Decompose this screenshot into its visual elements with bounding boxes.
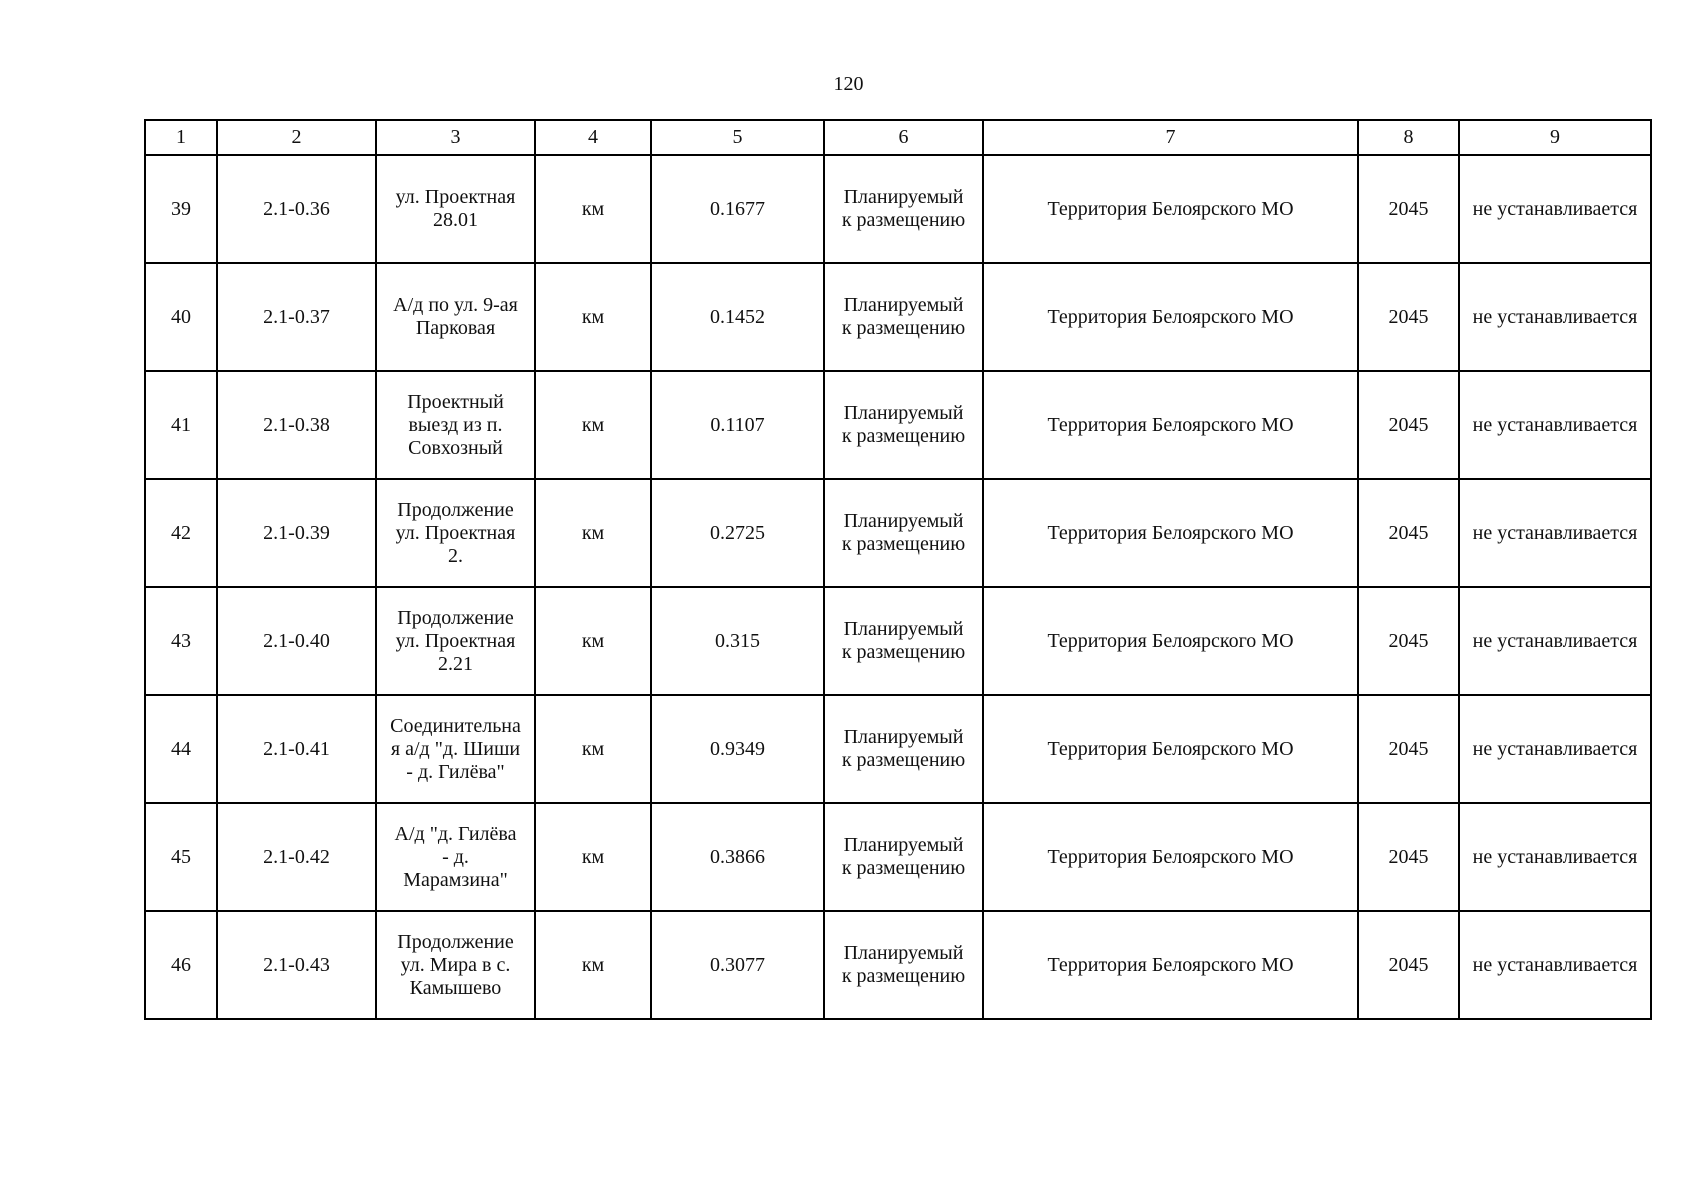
status-cell-text bbox=[842, 834, 965, 880]
cell-line: Марамзина" bbox=[403, 868, 508, 891]
row-number-cell: 44 bbox=[145, 695, 217, 803]
cell-line: Планируемый bbox=[843, 402, 964, 424]
cell-line: к размещению bbox=[841, 209, 966, 231]
header-cell-9: 9 bbox=[1459, 120, 1651, 155]
cell-line: Соединительна bbox=[390, 714, 521, 737]
row-number-cell: 45 bbox=[145, 803, 217, 911]
object-code-cell: 2.1-0.42 bbox=[217, 803, 376, 911]
object-name-cell bbox=[376, 263, 535, 371]
cell-line: А/д по ул. 9-ая bbox=[393, 294, 518, 316]
object-name-cell bbox=[376, 155, 535, 263]
value-cell: 0.2725 bbox=[651, 479, 824, 587]
object-name-cell bbox=[376, 911, 535, 1019]
cell-line: ул. Мира в с. bbox=[400, 953, 511, 976]
header-cell-4: 4 bbox=[535, 120, 651, 155]
header-cell-1: 1 bbox=[145, 120, 217, 155]
year-cell: 2045 bbox=[1358, 587, 1459, 695]
row-number-cell: 43 bbox=[145, 587, 217, 695]
territory-cell: Территория Белоярского МО bbox=[983, 587, 1358, 695]
header-cell-6: 6 bbox=[824, 120, 983, 155]
territory-cell: Территория Белоярского МО bbox=[983, 803, 1358, 911]
page-number: 120 bbox=[833, 73, 864, 95]
status-cell bbox=[824, 155, 983, 263]
value-cell: 0.315 bbox=[651, 587, 824, 695]
object-code-cell: 2.1-0.43 bbox=[217, 911, 376, 1019]
status-cell-text bbox=[842, 186, 965, 232]
status-cell bbox=[824, 803, 983, 911]
cell-line: Камышево bbox=[409, 976, 502, 999]
unit-cell: км bbox=[535, 263, 651, 371]
status-cell-text bbox=[842, 510, 965, 556]
object-code-cell: 2.1-0.39 bbox=[217, 479, 376, 587]
cell-line: Планируемый bbox=[843, 834, 964, 856]
year-cell: 2045 bbox=[1358, 911, 1459, 1019]
header-cell-7: 7 bbox=[983, 120, 1358, 155]
zone-cell: не устанавливается bbox=[1459, 587, 1651, 695]
object-code-cell: 2.1-0.36 bbox=[217, 155, 376, 263]
cell-line: - д. bbox=[442, 845, 469, 868]
cell-line: Продолжение bbox=[397, 606, 514, 629]
unit-cell: км bbox=[535, 911, 651, 1019]
value-cell: 0.3077 bbox=[651, 911, 824, 1019]
cell-line: к размещению bbox=[841, 533, 966, 555]
cell-line: к размещению bbox=[841, 965, 966, 987]
object-code-cell: 2.1-0.40 bbox=[217, 587, 376, 695]
cell-line: к размещению bbox=[841, 425, 966, 447]
object-name-cell bbox=[376, 479, 535, 587]
year-cell: 2045 bbox=[1358, 803, 1459, 911]
table-row bbox=[145, 803, 1651, 911]
object-name-cell-text bbox=[390, 715, 521, 784]
status-cell-text bbox=[842, 402, 965, 448]
table-row bbox=[145, 371, 1651, 479]
object-name-cell bbox=[376, 803, 535, 911]
unit-cell: км bbox=[535, 803, 651, 911]
unit-cell: км bbox=[535, 587, 651, 695]
cell-line: Планируемый bbox=[843, 510, 964, 532]
table-row bbox=[145, 155, 1651, 263]
cell-line: - д. Гилёва" bbox=[406, 760, 505, 783]
object-name-cell-text bbox=[407, 391, 504, 460]
territory-cell: Территория Белоярского МО bbox=[983, 479, 1358, 587]
status-cell bbox=[824, 695, 983, 803]
territory-cell: Территория Белоярского МО bbox=[983, 695, 1358, 803]
status-cell bbox=[824, 371, 983, 479]
cell-line: ул. Проектная bbox=[395, 629, 516, 652]
cell-line: Планируемый bbox=[843, 726, 964, 748]
row-number-cell: 39 bbox=[145, 155, 217, 263]
territory-cell: Территория Белоярского МО bbox=[983, 911, 1358, 1019]
object-name-cell bbox=[376, 587, 535, 695]
object-code-cell: 2.1-0.41 bbox=[217, 695, 376, 803]
row-number-cell: 42 bbox=[145, 479, 217, 587]
cell-line: к размещению bbox=[841, 749, 966, 771]
value-cell: 0.1107 bbox=[651, 371, 824, 479]
zone-cell: не устанавливается bbox=[1459, 155, 1651, 263]
unit-cell: км bbox=[535, 155, 651, 263]
cell-line: Планируемый bbox=[843, 942, 964, 964]
cell-line: 2.21 bbox=[437, 652, 473, 675]
zone-cell: не устанавливается bbox=[1459, 371, 1651, 479]
object-name-cell bbox=[376, 371, 535, 479]
data-table bbox=[144, 119, 1652, 1020]
cell-line: Планируемый bbox=[843, 294, 964, 316]
value-cell: 0.9349 bbox=[651, 695, 824, 803]
cell-line: я а/д "д. Шиши bbox=[390, 737, 521, 760]
status-cell-text bbox=[842, 294, 965, 340]
cell-line: А/д "д. Гилёва bbox=[394, 822, 517, 845]
year-cell: 2045 bbox=[1358, 155, 1459, 263]
cell-line: выезд из п. bbox=[408, 413, 503, 436]
zone-cell: не устанавливается bbox=[1459, 479, 1651, 587]
object-name-cell-text bbox=[393, 294, 518, 340]
year-cell: 2045 bbox=[1358, 263, 1459, 371]
cell-line: Продолжение bbox=[397, 498, 514, 521]
table-row bbox=[145, 263, 1651, 371]
unit-cell: км bbox=[535, 479, 651, 587]
cell-line: к размещению bbox=[841, 857, 966, 879]
cell-line: ул. Проектная bbox=[395, 521, 516, 544]
unit-cell: км bbox=[535, 371, 651, 479]
year-cell: 2045 bbox=[1358, 695, 1459, 803]
header-cell-5: 5 bbox=[651, 120, 824, 155]
row-number-cell: 41 bbox=[145, 371, 217, 479]
cell-line: Планируемый bbox=[843, 186, 964, 208]
object-code-cell: 2.1-0.38 bbox=[217, 371, 376, 479]
table-body bbox=[145, 155, 1651, 1019]
territory-cell: Территория Белоярского МО bbox=[983, 371, 1358, 479]
cell-line: к размещению bbox=[841, 641, 966, 663]
cell-line: к размещению bbox=[841, 317, 966, 339]
territory-cell: Территория Белоярского МО bbox=[983, 263, 1358, 371]
cell-line: Парковая bbox=[415, 317, 496, 339]
cell-line: Продолжение bbox=[397, 930, 514, 953]
cell-line: Проектный bbox=[407, 390, 504, 413]
territory-cell: Территория Белоярского МО bbox=[983, 155, 1358, 263]
table-row bbox=[145, 479, 1651, 587]
status-cell bbox=[824, 587, 983, 695]
status-cell-text bbox=[842, 942, 965, 988]
object-name-cell-text bbox=[396, 499, 516, 568]
zone-cell: не устанавливается bbox=[1459, 263, 1651, 371]
header-cell-2: 2 bbox=[217, 120, 376, 155]
object-name-cell-text bbox=[396, 186, 516, 232]
value-cell: 0.1452 bbox=[651, 263, 824, 371]
unit-cell: км bbox=[535, 695, 651, 803]
cell-line: ул. Проектная bbox=[395, 186, 516, 208]
status-cell-text bbox=[842, 618, 965, 664]
status-cell bbox=[824, 263, 983, 371]
cell-line: 2. bbox=[447, 544, 463, 567]
zone-cell: не устанавливается bbox=[1459, 911, 1651, 1019]
table-row bbox=[145, 911, 1651, 1019]
object-name-cell bbox=[376, 695, 535, 803]
row-number-cell: 46 bbox=[145, 911, 217, 1019]
status-cell-text bbox=[842, 726, 965, 772]
status-cell bbox=[824, 911, 983, 1019]
table-header-row bbox=[145, 120, 1651, 155]
object-name-cell-text bbox=[396, 607, 516, 676]
year-cell: 2045 bbox=[1358, 479, 1459, 587]
table-row bbox=[145, 587, 1651, 695]
zone-cell: не устанавливается bbox=[1459, 803, 1651, 911]
year-cell: 2045 bbox=[1358, 371, 1459, 479]
cell-line: 28.01 bbox=[432, 209, 478, 231]
value-cell: 0.1677 bbox=[651, 155, 824, 263]
header-cell-3: 3 bbox=[376, 120, 535, 155]
row-number-cell: 40 bbox=[145, 263, 217, 371]
zone-cell: не устанавливается bbox=[1459, 695, 1651, 803]
object-name-cell-text bbox=[395, 823, 517, 892]
cell-line: Планируемый bbox=[843, 618, 964, 640]
status-cell bbox=[824, 479, 983, 587]
value-cell: 0.3866 bbox=[651, 803, 824, 911]
object-code-cell: 2.1-0.37 bbox=[217, 263, 376, 371]
cell-line: Совхозный bbox=[408, 436, 503, 459]
object-name-cell-text bbox=[397, 931, 513, 1000]
table-row bbox=[145, 695, 1651, 803]
header-cell-8: 8 bbox=[1358, 120, 1459, 155]
